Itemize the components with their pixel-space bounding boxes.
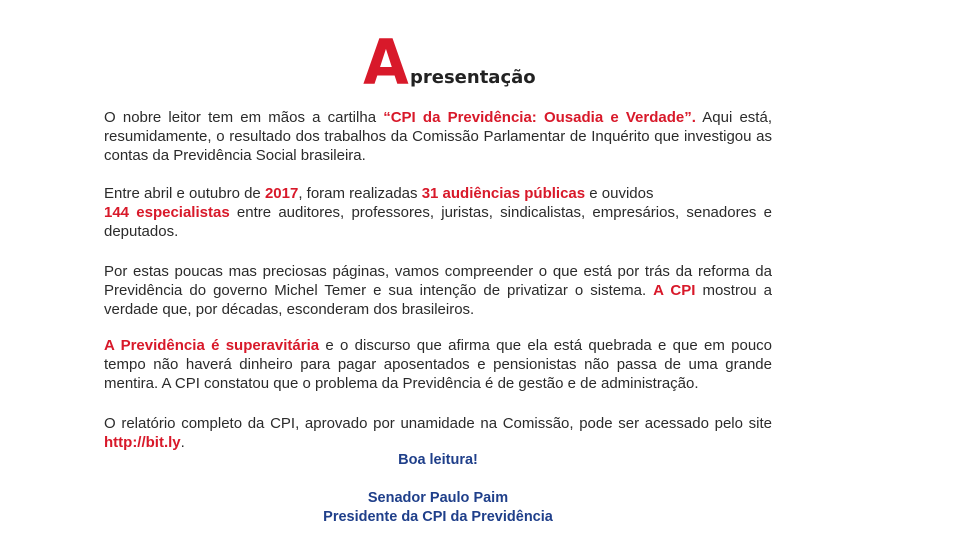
signature-role: Presidente da CPI da Previdência <box>323 509 553 525</box>
text: O relatório completo da CPI, aprovado por unamidade na Comissão, pode ser acessado pelo site <box>104 415 772 432</box>
booklet-title: “CPI da Previdência: Ousadia e Verdade”. <box>383 109 696 126</box>
title-initial: A <box>363 26 407 99</box>
highlight-surplus: A Previdência é superavitária <box>104 337 320 354</box>
highlight-year: 2017 <box>264 185 299 202</box>
text: e o discurso que afirma que ela está quebrada e que em pouco tempo não haverá dinheiro para pagar aposentados e pensionistas não passa de uma grande mentira. A CPI constatou que o problema da Previdência é de gestão e de administração. <box>104 337 772 393</box>
highlight-specialists: 144 especialistas <box>104 204 230 222</box>
text: , foram realizadas <box>298 185 422 202</box>
text: Entre abril e outubro de <box>104 185 265 202</box>
paragraph-intro <box>104 108 772 166</box>
signature-name: Senador Paulo Paim <box>367 490 509 506</box>
paragraph-reform <box>104 262 772 320</box>
text: O nobre leitor tem em mãos a cartilha <box>104 109 384 126</box>
paragraph-surplus <box>104 336 772 394</box>
highlight-cpi: A CPI <box>653 282 696 300</box>
text: . <box>180 434 185 452</box>
text: entre auditores, professores, juristas, sindicalistas, empresários, senadores e deputados. <box>104 204 772 241</box>
title-rest: presentação <box>409 67 536 88</box>
paragraph-hearings <box>104 184 772 242</box>
text: mostrou a verdade que, por décadas, esconderam dos brasileiros. <box>104 282 772 319</box>
text: Por estas poucas mas preciosas páginas, vamos compreender o que está por trás da reforma da Previdência do governo Michel Temer e sua intenção de privatizar o sistema. <box>104 263 772 300</box>
text: Aqui está, resumidamente, o resultado dos trabalhos da Comissão Parlamentar de Inquérito que investigou as contas da Previdência Social brasileira. <box>104 109 772 165</box>
highlight-hearings: 31 audiências públicas <box>421 185 586 202</box>
page-title <box>362 26 536 99</box>
report-link[interactable]: http://bit.ly <box>104 434 181 452</box>
closing-text: Boa leitura! <box>398 452 478 468</box>
text: e ouvidos <box>585 185 654 202</box>
paragraph-report <box>104 414 772 452</box>
